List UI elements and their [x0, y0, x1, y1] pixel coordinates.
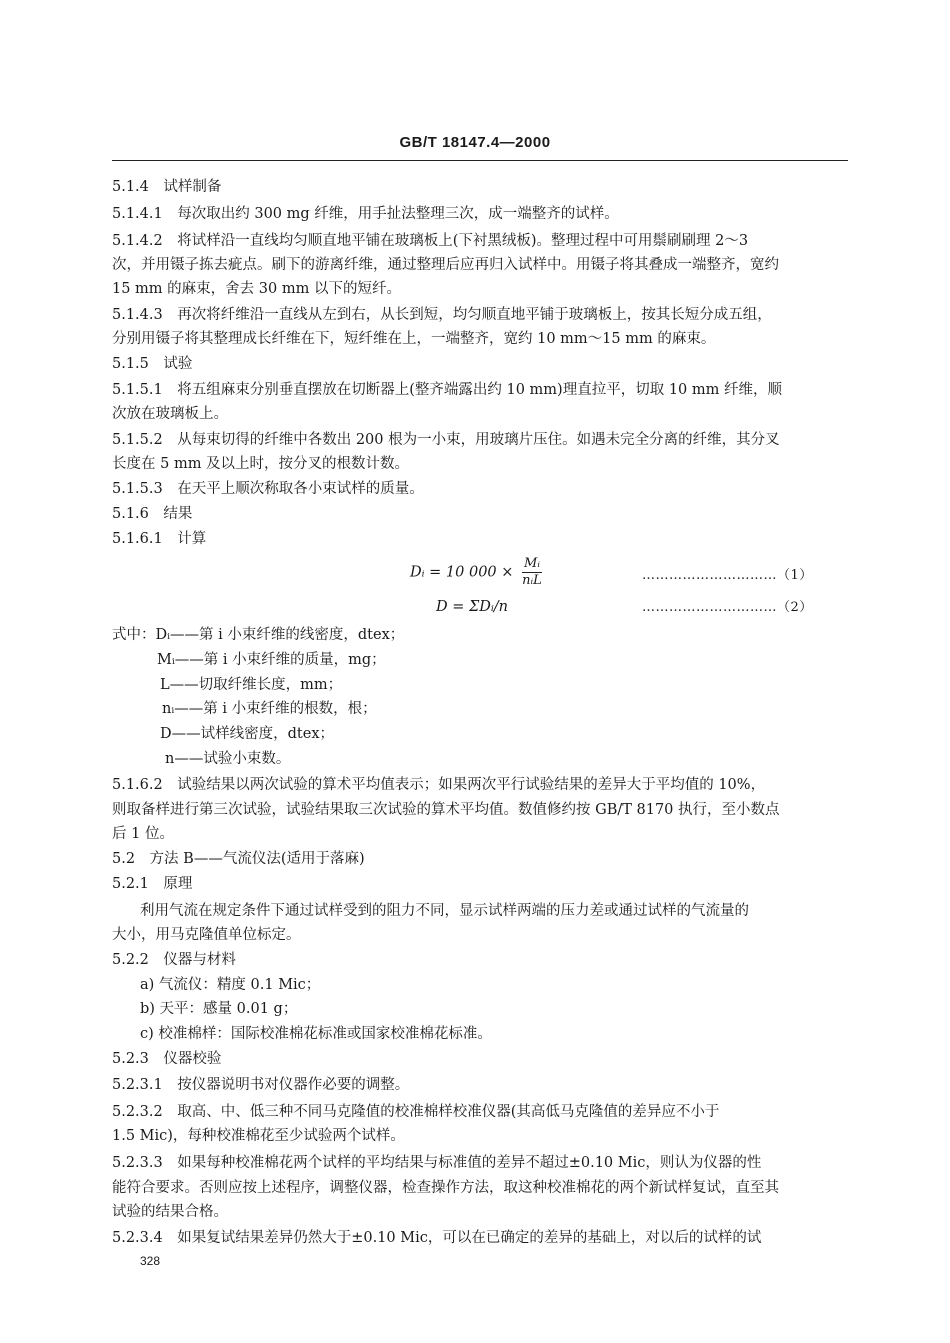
formula-1-fraction [522, 556, 542, 589]
para-5-1-6-1: 5.1.6.1 计算 [112, 531, 207, 547]
section-5-1-4: 5.1.4 试样制备 [112, 179, 222, 195]
list-item-a: a) 气流仪：精度 0.1 Mic； [140, 977, 321, 993]
definition-d: D——试样线密度，dtex； [160, 726, 334, 742]
para-5-2-1-line2: 大小，用马克隆值单位标定。 [112, 927, 301, 943]
formula-1-numerator: Mᵢ [524, 556, 540, 571]
section-5-1-6: 5.1.6 结果 [112, 506, 193, 522]
para-5-2-3-2-line2: 1.5 Mic)，每种校准棉花至少试验两个试样。 [112, 1128, 405, 1144]
para-5-1-5-2-line2: 长度在 5 mm 及以上时，按分叉的根数计数。 [112, 456, 410, 472]
formula-2: D = ΣDᵢ/n [436, 599, 509, 615]
section-5-2-2: 5.2.2 仪器与材料 [112, 952, 236, 968]
page-number: 328 [140, 1254, 161, 1268]
formula-1-lhs: Dᵢ = 10 000 × [410, 564, 514, 581]
para-5-1-6-2-line1: 5.1.6.2 试验结果以两次试验的算术平均值表示；如果两次平行试验结果的差异大于平均值的 10%， [112, 777, 766, 793]
para-5-1-6-2-line3: 后 1 位。 [112, 826, 174, 842]
para-5-2-1-line1: 利用气流在规定条件下通过试样受到的阻力不同，显示试样两端的压力差或通过试样的气流量的 [140, 903, 749, 919]
section-5-2-1: 5.2.1 原理 [112, 876, 193, 892]
formula-2-number: …………………………（2） [642, 600, 813, 615]
para-5-2-3-4-line1: 5.2.3.4 如果复试结果差异仍然大于±0.10 Mic，可以在已确定的差异的基础上，对以后的试样的试 [112, 1230, 762, 1246]
definition-di: 式中：Dᵢ——第 i 小束纤维的线密度，dtex； [112, 627, 405, 643]
formula-1-denominator: nᵢL [522, 573, 542, 588]
definition-l: L——切取纤维长度，mm； [160, 677, 343, 693]
section-5-2-3: 5.2.3 仪器校验 [112, 1051, 222, 1067]
header-rule [112, 160, 848, 161]
para-5-1-4-3-line2: 分别用镊子将其整理成长纤维在下，短纤维在上，一端整齐，宽约 10 mm～15 mm 的麻束。 [112, 331, 716, 347]
para-5-2-3-2-line1: 5.2.3.2 取高、中、低三种不同马克隆值的校准棉样校准仪器(其高低马克隆值的差异应不小于 [112, 1104, 720, 1120]
para-5-2-3-3-line2: 能符合要求。否则应按上述程序，调整仪器，检查操作方法，取这种校准棉花的两个新试样复试，直至其 [112, 1180, 779, 1196]
definition-n: n——试验小束数。 [165, 751, 291, 767]
para-5-1-5-1-line1: 5.1.5.1 将五组麻束分别垂直摆放在切断器上(整齐端露出约 10 mm)理直拉平，切取 10 mm 纤维，顺 [112, 382, 782, 398]
para-5-1-5-2-line1: 5.1.5.2 从每束切得的纤维中各数出 200 根为一小束，用玻璃片压住。如遇未完全分离的纤维，其分叉 [112, 432, 780, 448]
para-5-2-3-1: 5.2.3.1 按仪器说明书对仪器作必要的调整。 [112, 1077, 410, 1093]
para-5-2-3-3-line3: 试验的结果合格。 [112, 1204, 228, 1220]
para-5-1-5-3: 5.1.5.3 在天平上顺次称取各小束试样的质量。 [112, 481, 424, 497]
standard-number-header: GB/T 18147.4—2000 [399, 134, 551, 151]
formula-1 [410, 556, 542, 589]
para-5-1-4-2-line1: 5.1.4.2 将试样沿一直线均匀顺直地平铺在玻璃板上(下衬黑绒板)。整理过程中可用鬃刷刷理 2～3 [112, 233, 749, 249]
section-5-2: 5.2 方法 B——气流仪法(适用于落麻) [112, 851, 365, 867]
list-item-b: b) 天平：感量 0.01 g； [140, 1001, 298, 1017]
para-5-2-3-3-line1: 5.2.3.3 如果每种校准棉花两个试样的平均结果与标准值的差异不超过±0.10 Mic，则认为仪器的性 [112, 1155, 762, 1171]
para-5-1-4-2-line3: 15 mm 的麻束，舍去 30 mm 以下的短纤。 [112, 281, 401, 297]
para-5-1-4-1: 5.1.4.1 每次取出约 300 mg 纤维，用手扯法整理三次，成一端整齐的试样。 [112, 206, 619, 222]
para-5-1-4-2-line2: 次，并用镊子拣去疵点。刷下的游离纤维，通过整理后应再归入试样中。用镊子将其叠成一端整齐，宽约 [112, 257, 779, 273]
section-5-1-5: 5.1.5 试验 [112, 356, 193, 372]
list-item-c: c) 校准棉样：国际校准棉花标准或国家校准棉花标准。 [140, 1026, 492, 1042]
para-5-1-4-3-line1: 5.1.4.3 再次将纤维沿一直线从左到右，从长到短，均匀顺直地平铺于玻璃板上，按其长短分成五组， [112, 307, 772, 323]
formula-1-number: …………………………（1） [642, 568, 813, 583]
definition-mi: Mᵢ——第 i 小束纤维的质量，mg； [157, 652, 386, 668]
para-5-1-6-2-line2: 则取备样进行第三次试验，试验结果取三次试验的算术平均值。数值修约按 GB/T 8170 执行，至小数点 [112, 802, 780, 818]
para-5-1-5-1-line2: 次放在玻璃板上。 [112, 406, 228, 422]
definition-ni: nᵢ——第 i 小束纤维的根数，根； [162, 701, 377, 717]
